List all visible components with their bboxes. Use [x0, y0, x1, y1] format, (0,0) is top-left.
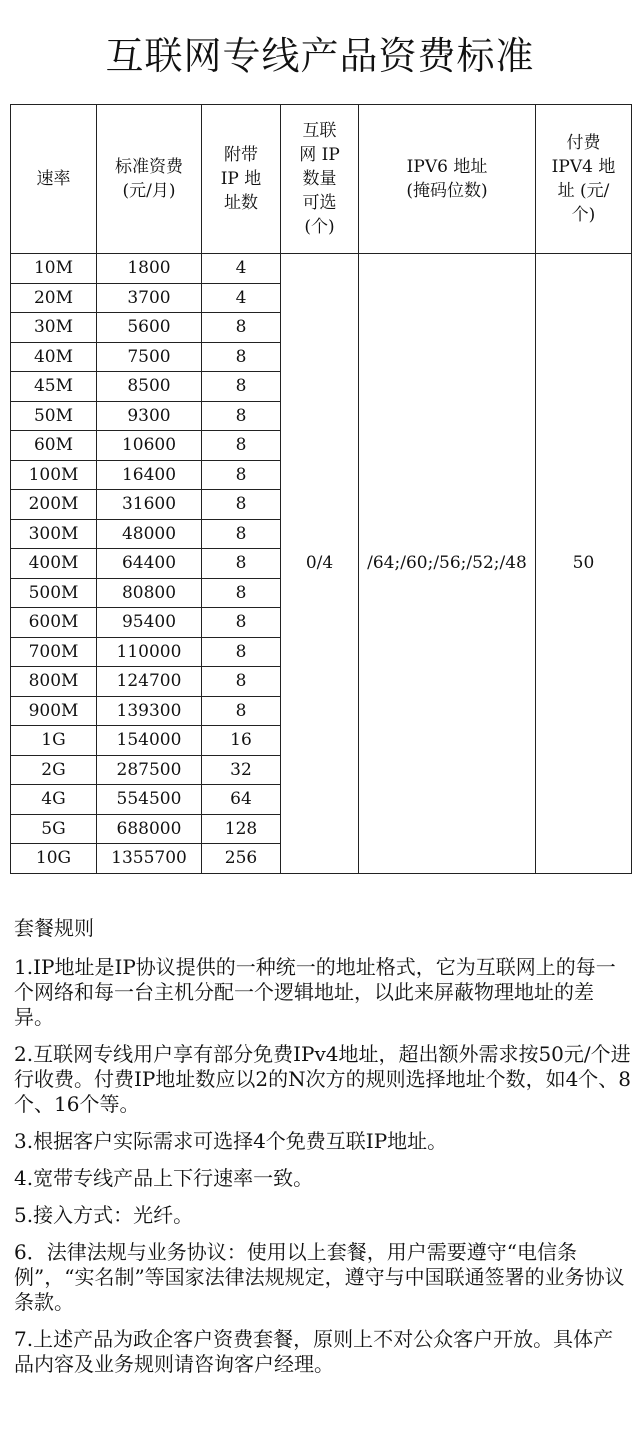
table-header-row	[11, 105, 632, 254]
cell-included-ip: 8	[202, 608, 281, 638]
header-ipv4-fee: 付费 IPV4 地 址 (元/ 个)	[536, 105, 632, 254]
rules-heading: 套餐规则	[14, 916, 94, 940]
cell-rate: 900M	[11, 696, 97, 726]
cell-standard-fee: 8500	[97, 372, 202, 402]
cell-standard-fee: 139300	[97, 696, 202, 726]
cell-standard-fee: 688000	[97, 814, 202, 844]
cell-included-ip: 8	[202, 431, 281, 461]
cell-standard-fee: 7500	[97, 342, 202, 372]
cell-included-ip: 8	[202, 460, 281, 490]
rule-item: 3.根据客户实际需求可选择4个免费互联IP地址。	[14, 1129, 448, 1153]
cell-included-ip: 64	[202, 785, 281, 815]
cell-rate: 5G	[11, 814, 97, 844]
rule-item: 6．法律法规与业务协议：使用以上套餐，用户需要遵守“电信条例”，“实名制”等国家法律法规规定，遵守与中国联通签署的业务协议条款。	[14, 1240, 625, 1314]
cell-included-ip: 8	[202, 637, 281, 667]
cell-standard-fee: 31600	[97, 490, 202, 520]
cell-rate: 500M	[11, 578, 97, 608]
cell-rate: 200M	[11, 490, 97, 520]
cell-standard-fee: 16400	[97, 460, 202, 490]
rule-item: 7.上述产品为政企客户资费套餐，原则上不对公众客户开放。具体产品内容及业务规则请咨询客户经理。	[14, 1327, 614, 1376]
cell-included-ip: 8	[202, 313, 281, 343]
cell-rate: 20M	[11, 283, 97, 313]
fee-table	[10, 104, 632, 874]
cell-standard-fee: 287500	[97, 755, 202, 785]
cell-standard-fee: 3700	[97, 283, 202, 313]
cell-ipv4-fee: 50	[536, 254, 632, 874]
cell-included-ip: 256	[202, 844, 281, 874]
page-title: 互联网专线产品资费标准	[105, 34, 535, 78]
cell-rate: 50M	[11, 401, 97, 431]
cell-standard-fee: 154000	[97, 726, 202, 756]
header-included-ip: 附带 IP 地 址数	[202, 105, 281, 254]
cell-rate: 1G	[11, 726, 97, 756]
cell-rate: 30M	[11, 313, 97, 343]
cell-standard-fee: 1800	[97, 254, 202, 284]
cell-standard-fee: 10600	[97, 431, 202, 461]
package-rules	[14, 916, 632, 1389]
cell-standard-fee: 48000	[97, 519, 202, 549]
rule-item: 2.互联网专线用户享有部分免费IPv4地址，超出额外需求按50元/个进行收费。付费IP地址数应以2的N次方的规则选择地址个数，如4个、8个、16个等。	[14, 1042, 632, 1116]
cell-included-ip: 128	[202, 814, 281, 844]
cell-rate: 45M	[11, 372, 97, 402]
cell-standard-fee: 124700	[97, 667, 202, 697]
cell-included-ip: 8	[202, 578, 281, 608]
cell-rate: 4G	[11, 785, 97, 815]
cell-included-ip: 32	[202, 755, 281, 785]
cell-included-ip: 8	[202, 667, 281, 697]
cell-rate: 40M	[11, 342, 97, 372]
rule-item: 4.宽带专线产品上下行速率一致。	[14, 1166, 314, 1190]
cell-included-ip: 4	[202, 254, 281, 284]
cell-rate: 400M	[11, 549, 97, 579]
cell-rate: 10M	[11, 254, 97, 284]
cell-rate: 10G	[11, 844, 97, 874]
cell-standard-fee: 554500	[97, 785, 202, 815]
table-body	[11, 254, 632, 874]
cell-standard-fee: 9300	[97, 401, 202, 431]
cell-included-ip: 8	[202, 549, 281, 579]
cell-standard-fee: 80800	[97, 578, 202, 608]
header-standard-fee: 标准资费 (元/月)	[97, 105, 202, 254]
header-ip-optional: 互联 网 IP 数量 可选 (个)	[281, 105, 359, 254]
cell-standard-fee: 5600	[97, 313, 202, 343]
cell-included-ip: 8	[202, 372, 281, 402]
cell-rate: 2G	[11, 755, 97, 785]
cell-rate: 600M	[11, 608, 97, 638]
cell-rate: 800M	[11, 667, 97, 697]
cell-included-ip: 4	[202, 283, 281, 313]
cell-standard-fee: 95400	[97, 608, 202, 638]
cell-ip-optional: 0/4	[281, 254, 359, 874]
cell-included-ip: 16	[202, 726, 281, 756]
table-row	[11, 254, 632, 284]
cell-included-ip: 8	[202, 519, 281, 549]
cell-standard-fee: 110000	[97, 637, 202, 667]
cell-included-ip: 8	[202, 696, 281, 726]
cell-included-ip: 8	[202, 342, 281, 372]
rule-item: 5.接入方式：光纤。	[14, 1203, 194, 1227]
cell-rate: 300M	[11, 519, 97, 549]
cell-ipv6: /64;/60;/56;/52;/48	[359, 254, 536, 874]
cell-rate: 60M	[11, 431, 97, 461]
cell-included-ip: 8	[202, 490, 281, 520]
cell-standard-fee: 64400	[97, 549, 202, 579]
header-rate: 速率	[11, 105, 97, 254]
rule-item: 1.IP地址是IP协议提供的一种统一的地址格式，它为互联网上的每一个网络和每一台主机分配一个逻辑地址，以此来屏蔽物理地址的差异。	[14, 955, 616, 1029]
cell-rate: 700M	[11, 637, 97, 667]
cell-included-ip: 8	[202, 401, 281, 431]
header-ipv6: IPV6 地址 (掩码位数)	[359, 105, 536, 254]
cell-standard-fee: 1355700	[97, 844, 202, 874]
cell-rate: 100M	[11, 460, 97, 490]
